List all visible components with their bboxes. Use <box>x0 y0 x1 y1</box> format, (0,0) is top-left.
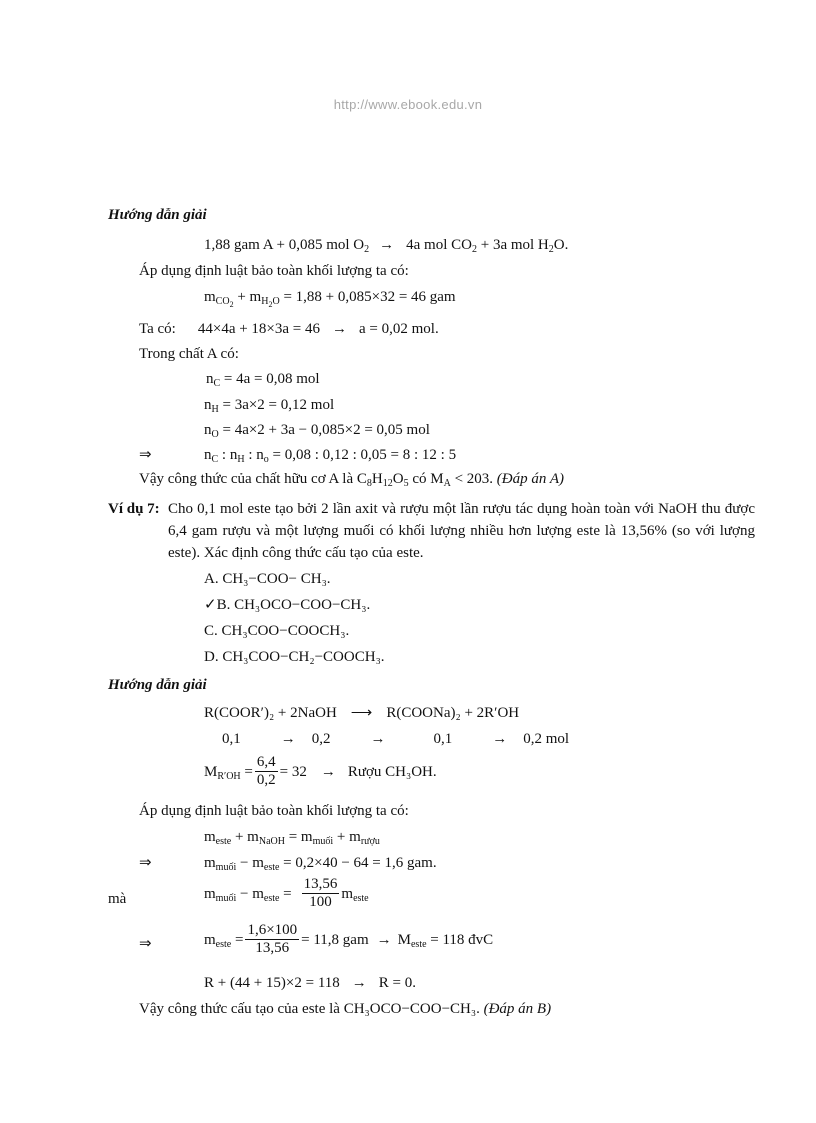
example-label: Ví dụ 7: <box>108 501 160 517</box>
compound-a-intro: Trong chất A có: <box>139 346 239 362</box>
option-d: D. CH₃COO−CH₂−COOCH₃. <box>204 649 385 665</box>
option-b: ✓B. CH₃OCO−COO−CH₃. <box>204 597 371 613</box>
conclusion-b: Vậy công thức cấu tạo của este là CH₃OCO−COO−CH₃. (Đáp án B) <box>139 1001 552 1017</box>
mass-equation: $m_{CO_2} + m_{H_2O} = 1,88 + 0,085\times 32 = 46$ gam <box>204 289 456 309</box>
percent-relation: $m_{muối} - m_{este}$ = $\frac{13,56}{100}$ $m_{este}$ <box>204 876 369 910</box>
implies-symbol-2: ⇒ <box>139 855 152 871</box>
moles-hydrogen: $n_H = 3a\times 2 = 0,12$ mol <box>204 397 335 415</box>
reaction-equation: 1,88 gam A + 0,085 mol $O_2 \to 4a$ mol $CO_2 + 3a$ mol $H_2O$. <box>204 237 569 255</box>
option-c: C. CH₃COO−COOCH₃. <box>204 623 350 639</box>
mole-ratio: $n_C$ : $n_H$ : $n_o = 0,08$ : 0,12 : 0,05 = 8 : 12 : 5 <box>204 447 457 465</box>
example-question: Cho 0,1 mol este tạo bởi 2 lần axit và rượu một lần rượu tác dụng hoàn toàn với NaOH thu được 6,4 gam rượu và một lượng muối có khối lượng nhiều hơn lượng este là 13,56% (so với lượng este). Xác định công thức cấu tạo của este. <box>168 501 755 561</box>
mass-difference: $m_{muối} - m_{este} = 0,2\times 40 - 64 = 1,6$ gam. <box>204 855 437 873</box>
molar-mass-alcohol: $M_{R'OH}$ = $\frac{6,4}{0,2}$ = 32 → Rượu CH₃OH. <box>204 754 437 788</box>
solution-heading-2: Hướng dẫn giải <box>108 677 207 693</box>
option-a: A. CH₃−COO− CH₃. <box>204 571 331 587</box>
mole-quantities: 0,1 → 0,2 → 0,1 → 0,2 mol <box>222 731 570 747</box>
ester-reaction: R(COOR′)₂ + 2NaOH ⟶ R(COONa)₂ + 2R′OH <box>204 705 520 721</box>
answer-b: (Đáp án B) <box>483 1001 552 1017</box>
ester-mass-calc: $m_{este}$ = $\frac{1,6\times 100}{13,56}$ = 11,8 gam → $M_{este} = 118$ đvC <box>204 922 494 956</box>
ma-label: mà <box>108 891 127 907</box>
mass-conservation-intro: Áp dụng định luật bảo toàn khối lượng ta có: <box>139 263 409 279</box>
implies-symbol-3: ⇒ <box>139 936 152 952</box>
moles-carbon: $n_C = 4a = 0,08$ mol <box>206 371 320 389</box>
answer-a: (Đáp án A) <box>496 471 564 487</box>
page-header-url: http://www.ebook.edu.vn <box>333 97 483 112</box>
solution-heading: Hướng dẫn giải <box>108 207 207 223</box>
mass-conservation-intro-2: Áp dụng định luật bảo toàn khối lượng ta có: <box>139 803 409 819</box>
taco-line: Ta có: 44×4a + 18×3a = 46 → a = 0,02 mol. <box>139 321 439 337</box>
implies-symbol: ⇒ <box>139 447 152 463</box>
r-equation: R + (44 + 15)×2 = 118 → R = 0. <box>204 975 416 991</box>
moles-oxygen: $n_O = 4a\times 2 + 3a - 0,085\times 2 = 0,05$ mol <box>204 422 430 440</box>
mass-balance: $m_{este} + m_{NaOH} = m_{muối} + m_{rượu}$ <box>204 829 380 847</box>
conclusion-a: Vậy công thức của chất hữu cơ A là $C_8H_{12}O_5$ có $M_A < 203$. (Đáp án A) <box>139 471 564 489</box>
